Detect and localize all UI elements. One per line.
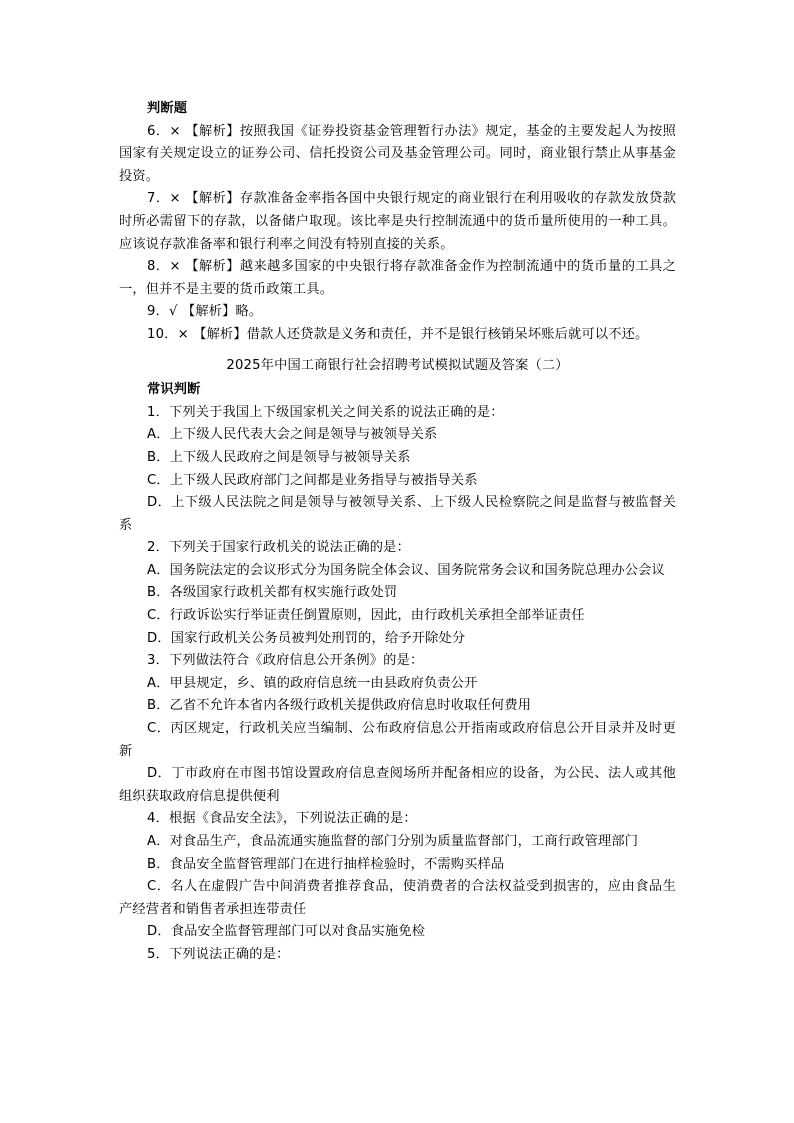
question-1-option-b: B．上下级人民政府之间是领导与被领导关系 — [147, 449, 411, 465]
question-3-option-c: C．丙区规定，行政机关应当编制、公布政府信息公开指南或政府信息公开目录并及时更新 — [119, 721, 676, 759]
question-3-option-d: D．丁市政府在市图书馆设置政府信息查阅场所并配备相应的设备，为公民、法人或其他组织获取政府信息提供便利 — [119, 766, 676, 804]
answer-item-9: 9．√ 【解析】略。 — [147, 304, 263, 320]
question-2-option-a: A．国务院法定的会议形式分为国务院全体会议、国务院常务会议和国务院总理办公会议 — [147, 562, 665, 578]
question-2-option-d: D．国家行政机关公务员被判处刑罚的，给予开除处分 — [147, 630, 466, 646]
section-heading-common: 常识判断 — [147, 382, 201, 398]
section-heading-judgment: 判断题 — [147, 101, 188, 116]
answer-item-6: 6．× 【解析】按照我国《证券投资基金管理暂行办法》规定，基金的主要发起人为按照国家有关规定设立的证券公司、信托投资公司及基金管理公司。同时，商业银行禁止从事基金投资。 — [119, 123, 676, 184]
question-1-option-d: D．上下级人民法院之间是领导与被领导关系、上下级人民检察院之间是监督与被监督关系 — [119, 495, 676, 533]
question-4-option-a: A．对食品生产，食品流通实施监督的部门分别为质量监督部门，工商行政管理部门 — [147, 834, 639, 849]
question-3-option-b: B．乙省不允许本省内各级行政机关提供政府信息时收取任何费用 — [147, 698, 532, 714]
question-4-option-b: B．食品安全监督管理部门在进行抽样检验时，不需购买样品 — [147, 856, 505, 872]
question-4: 4．根据《食品安全法》，下列说法正确的是： — [147, 811, 417, 827]
answer-item-8: 8．× 【解析】越来越多国家的中央银行将存款准备金作为控制流通中的货币量的工具之一，但并不是主要的货币政策工具。 — [119, 259, 676, 297]
answer-item-10: 10．× 【解析】借款人还贷款是义务和责任，并不是银行核销呆坏账后就可以不还。 — [147, 326, 649, 342]
question-1-option-c: C．上下级人民政府部门之间都是业务指导与被指导关系 — [147, 472, 478, 488]
question-5: 5．下列说法正确的是： — [147, 946, 290, 962]
question-2-option-b: B．各级国家行政机关都有权实施行政处罚 — [147, 585, 398, 601]
question-2-option-c: C．行政诉讼实行举证责任倒置原则，因此，由行政机关承担全部举证责任 — [147, 608, 585, 624]
question-4-option-c: C．名人在虚假广告中间消费者推荐食品，使消费者的合法权益受到损害的，应由食品生产经营者和销售者承担连带责任 — [119, 879, 676, 917]
document-content — [119, 98, 676, 967]
question-4-option-d: D．食品安全监督管理部门可以对食品实施免检 — [147, 924, 426, 940]
question-1: 1．下列关于我国上下级国家机关之间关系的说法正确的是： — [147, 404, 504, 420]
question-1-option-a: A．上下级人民代表大会之间是领导与被领导关系 — [147, 427, 438, 443]
question-3-option-a: A．甲县规定，乡、镇的政府信息统一由县政府负责公开 — [147, 675, 478, 691]
exam-title: 2025年中国工商银行社会招聘考试模拟试题及答案（二） — [226, 357, 569, 373]
question-2: 2．下列关于国家行政机关的说法正确的是： — [147, 540, 410, 556]
question-3: 3．下列做法符合《政府信息公开条例》的是： — [147, 653, 424, 669]
answer-item-7: 7．× 【解析】存款准备金率指各国中央银行规定的商业银行在利用吸收的存款发放贷款时所必需留下的存款，以备储户取现。该比率是央行控制流通中的货币量所使用的一种工具。应该说存款准备率和银行利率之间没有特别直接的关系。 — [119, 191, 676, 252]
